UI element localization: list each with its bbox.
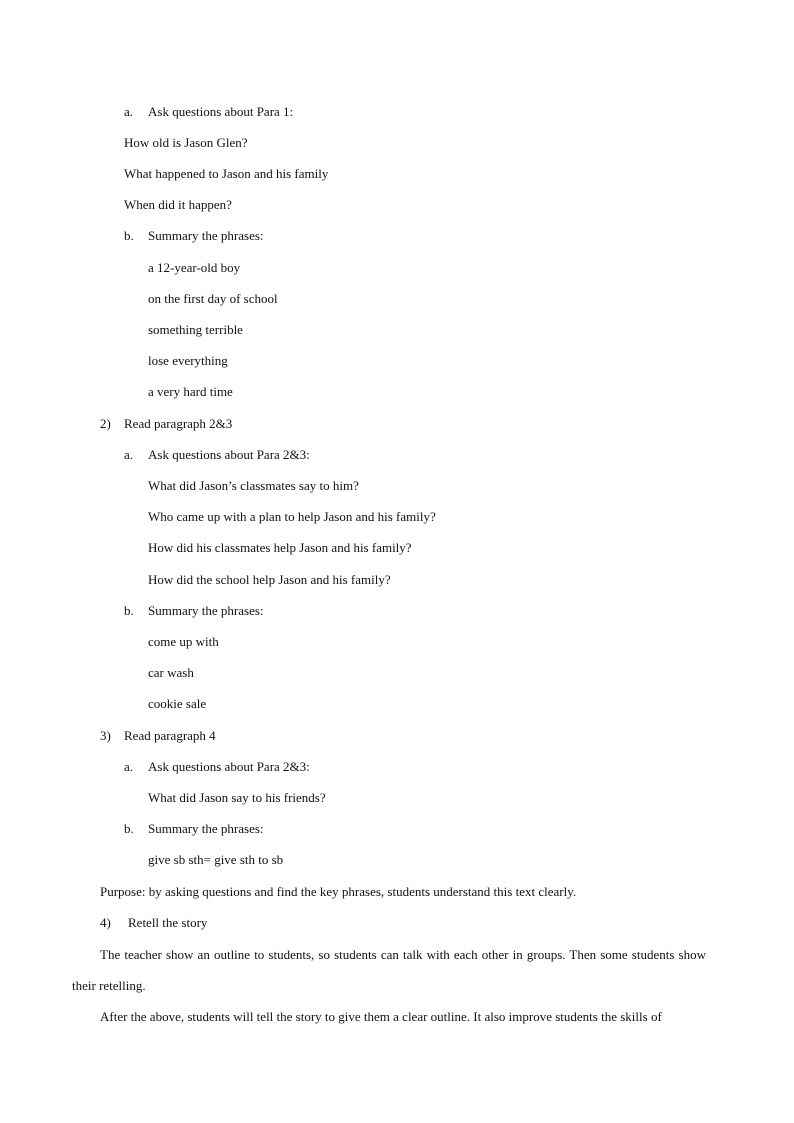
question-line: When did it happen? [124, 197, 232, 212]
phrase-line: cookie sale [148, 696, 207, 711]
step-heading: Read paragraph 2&3 [124, 416, 233, 431]
section-heading: Summary the phrases: [148, 603, 264, 618]
step-marker: 2) [100, 416, 111, 431]
question-line: What did Jason’s classmates say to him? [148, 478, 359, 493]
step-heading: Read paragraph 4 [124, 728, 216, 743]
section-heading: Ask questions about Para 2&3: [148, 759, 310, 774]
section-heading: Ask questions about Para 2&3: [148, 447, 310, 462]
step-heading: Retell the story [128, 915, 208, 930]
question-line: How old is Jason Glen? [124, 135, 248, 150]
question-line: How did the school help Jason and his family? [148, 572, 391, 587]
phrase-line: something terrible [148, 322, 243, 337]
list-marker: b. [124, 603, 134, 618]
section-heading: Ask questions about Para 1: [148, 104, 294, 119]
question-line: What did Jason say to his friends? [148, 790, 326, 805]
body-paragraph: The teacher show an outline to students, so students can talk with each other in groups. Then some students show their retelling. [72, 947, 706, 993]
list-marker: b. [124, 228, 134, 243]
phrase-line: a very hard time [148, 384, 233, 399]
section-heading: Summary the phrases: [148, 821, 264, 836]
list-marker: a. [124, 104, 134, 119]
list-marker: a. [124, 447, 134, 462]
body-paragraph: After the above, students will tell the story to give them a clear outline. It also improve students the skills of [100, 1009, 662, 1024]
phrase-line: a 12-year-old boy [148, 260, 241, 275]
list-marker: a. [124, 759, 134, 774]
purpose-text: Purpose: by asking questions and find the key phrases, students understand this text clearly. [100, 884, 577, 899]
phrase-line: on the first day of school [148, 291, 278, 306]
question-line: How did his classmates help Jason and his family? [148, 540, 412, 555]
list-marker: b. [124, 821, 134, 836]
question-line: Who came up with a plan to help Jason and his family? [148, 509, 436, 524]
phrase-line: come up with [148, 634, 219, 649]
step-marker: 3) [100, 728, 111, 743]
phrase-line: lose everything [148, 353, 228, 368]
phrase-line: car wash [148, 665, 194, 680]
section-heading: Summary the phrases: [148, 228, 264, 243]
question-line: What happened to Jason and his family [124, 166, 329, 181]
phrase-line: give sb sth= give sth to sb [148, 852, 284, 867]
step-marker: 4) [100, 915, 111, 930]
